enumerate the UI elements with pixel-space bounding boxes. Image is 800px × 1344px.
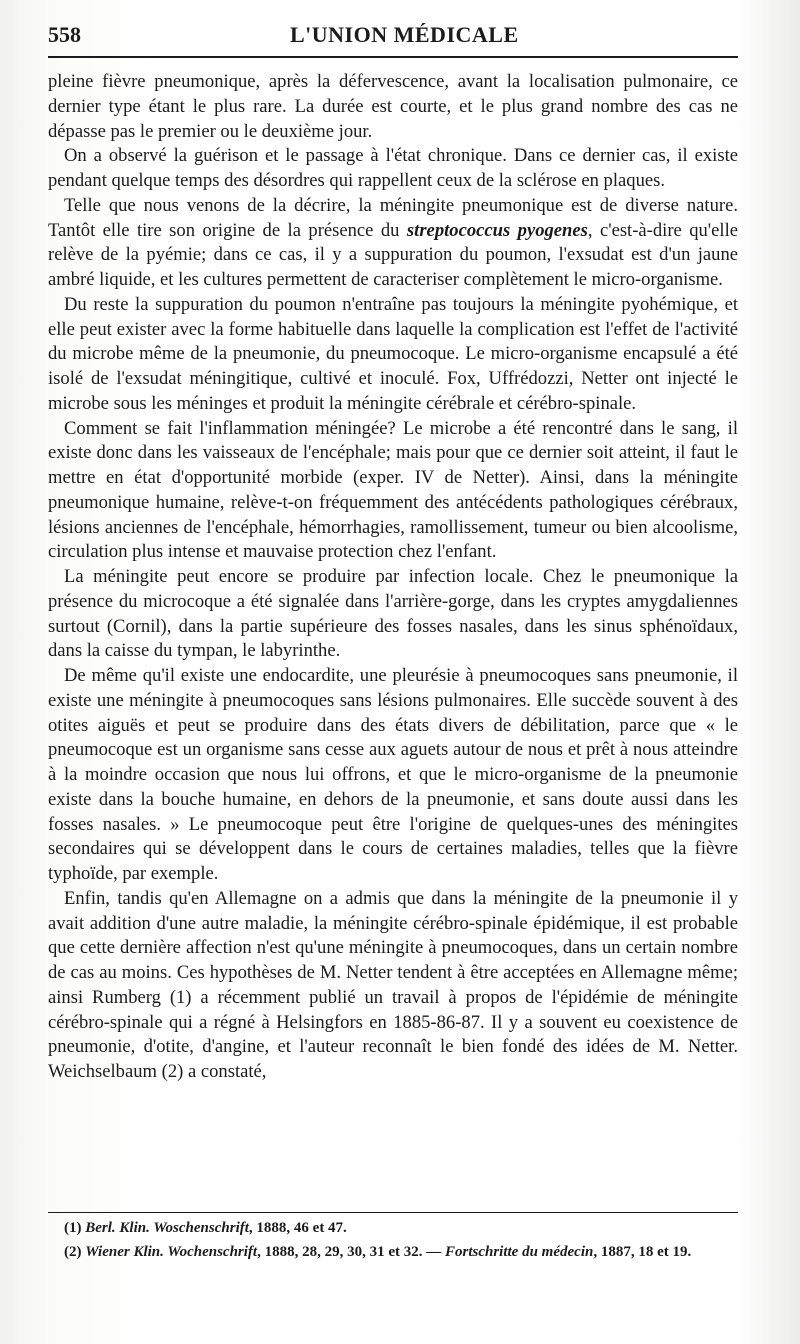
paragraph-infection-locale: La méningite peut encore se produire par infection locale. Chez le pneumonique la présence du microcoque a été signalée dans l'arrière-gorge, dans les cryptes amygdaliennes surtout (Cornil), dans la partie supérieure des fosses nasales, dans les sinus sphénoïdaux, dans la caisse du tympan, le labyrinthe. — [48, 566, 738, 662]
paragraph-nature-text-a: Telle que nous venons de la décrire, la méningite pneumonique est de diverse nature. Tantôt elle tire son origine de la présence du — [48, 194, 738, 241]
journal-title: L'UNION MÉDICALE — [290, 22, 519, 47]
footnote-1-rest: , 1888, 46 et 47. — [248, 1220, 347, 1236]
footnote-2-middle: , 1888, 28, 29, 30, 31 et 32. — — [257, 1244, 445, 1260]
article-body — [48, 70, 738, 1085]
footnote-1-marker: (1) — [64, 1220, 86, 1236]
footnote-2-rest: , 1887, 18 et 19. — [593, 1244, 692, 1260]
footnote-rule — [48, 1212, 738, 1213]
paragraph-nature-text-b: , c'est-à-dire qu'elle relève de la pyémie; dans ce cas, il y a suppuration du poumon, l'exsudat est d'un jaune ambré liquide, et les cultures permettent de caracteriser complètement le micro-organisme. — [48, 219, 738, 290]
footnote-2 — [48, 1240, 738, 1264]
paragraph-nature — [48, 194, 738, 293]
footnotes — [48, 1216, 738, 1264]
footnote-2-source: Wiener Klin. Wochenschrift — [85, 1244, 258, 1260]
paragraph-suppuration: Du reste la suppuration du poumon n'entraîne pas toujours la méningite pyohémique, et elle peut exister avec la forme habituelle dans laquelle la complication est l'effet de l'activité du microbe même de la pneumonie, du pneumocoque. Le micro-organisme encapsulé a été isolé de l'exsudat méningitique, cultivé et inoculé. Fox, Uffrédozzi, Netter ont injecté le microbe sous les méninges et produit la méningite cérébrale et cérébro-spinale. — [48, 293, 738, 414]
term-streptococcus-pyogenes: streptococcus pyogenes — [406, 219, 588, 241]
paragraph-allemagne: Enfin, tandis qu'en Allemagne on a admis que dans la méningite de la pneumonie il y avait addition d'une autre maladie, la méningite cérébro-spinale épidémique, il est probable que cette dernière affection n'est qu'une méningite à pneumocoques, dans un certain nombre de cas au moins. Ces hypothèses de M. Netter tendent à être acceptées en Allemagne même; ainsi Rumberg (1) a récemment publié un travail à propos de l'épidémie de méningite cérébro-spinale qui a régné à Helsingfors en 1885-86-87. Il y a souvent eu coexistence de pneumonie, d'otite, d'angine, et l'auteur reconnaît le bien fondé des idées de M. Netter. Weichselbaum (2) a constaté, — [48, 887, 738, 1082]
paragraph-guerison: On a observé la guérison et le passage à l'état chronique. Dans ce dernier cas, il existe pendant quelque temps des désordres qui rappellent ceux de la sclérose en plaques. — [48, 145, 738, 191]
footnote-1-source: Berl. Klin. Woschenschrift — [85, 1220, 249, 1236]
footnote-2-source2: Fortschritte du médecin — [445, 1244, 594, 1260]
paragraph-inflammation: Comment se fait l'inflammation méningée? Le microbe a été rencontré dans le sang, il existe donc dans les vaisseaux de l'encéphale; mais pour que ce dernier soit atteint, il faut le mettre en état d'opportunité morbide (exper. IV de Netter). Ainsi, dans la méningite pneumonique humaine, relève-t-on fréquemment des antécédents pathologiques cérébraux, lésions anciennes de l'encéphale, hémorrhagies, ramollissement, tumeur ou bien alcoolisme, circulation plus intense et mauvaise protection chez l'enfant. — [48, 417, 738, 563]
footnote-1 — [48, 1216, 738, 1240]
header-rule — [48, 56, 738, 58]
running-header — [48, 20, 738, 60]
footnote-2-marker: (2) — [64, 1244, 86, 1260]
paragraph-continuation: pleine fièvre pneumonique, après la défervescence, avant la localisation pulmonaire, ce dernier type étant le plus rare. La durée est courte, et le plus grand nombre des cas ne dépasse pas le premier ou le deuxième jour. — [48, 71, 738, 142]
paragraph-pneumocoques: De même qu'il existe une endocardite, une pleurésie à pneumocoques sans pneumonie, il existe une méningite à pneumocoques sans lésions pulmonaires. Elle succède souvent à des otites aiguës et peut se produire dans des états divers de débilitation, parce que « le pneumocoque est un organisme sans cesse aux aguets autour de nous et prêt à nous atteindre à la moindre occasion que nous lui offrons, et que le micro-organisme de la pneumonie existe dans la bouche humaine, en dehors de la pneumonie, et sans doute aussi dans les fosses nasales. » Le pneumocoque peut être l'origine de quelques-unes des méningites secondaires qui se développent dans le cours de certaines maladies, telles que la fièvre typhoïde, par exemple. — [48, 665, 738, 884]
page-number: 558 — [48, 22, 81, 47]
